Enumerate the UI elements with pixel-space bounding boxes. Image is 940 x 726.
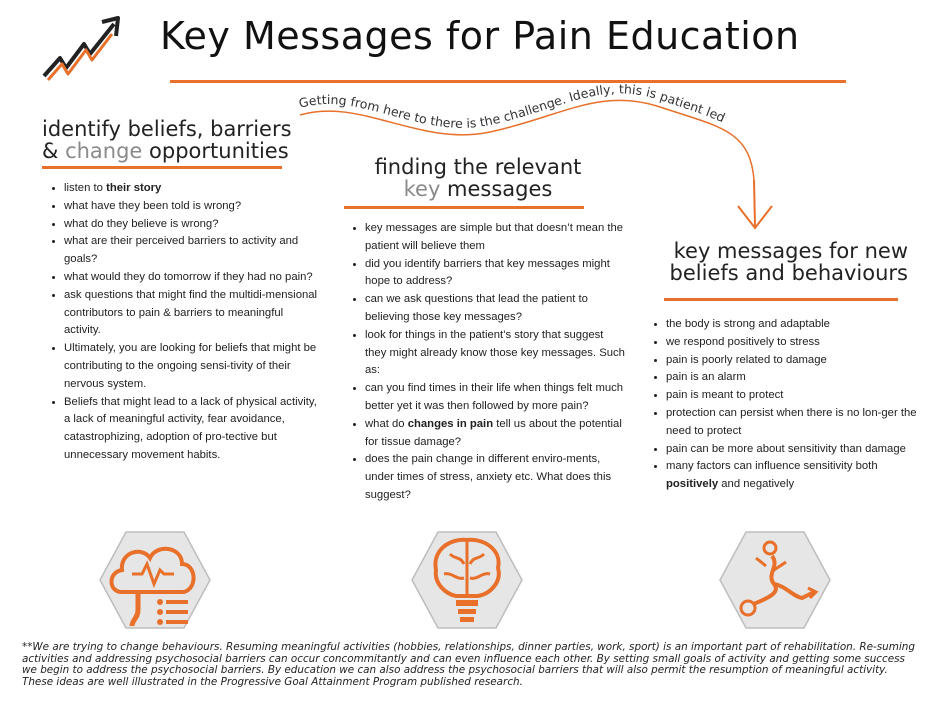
- list-item: • ask questions that might find the multidi-mensional contributors to pain & barriers to meaningful activity.: [64, 287, 322, 340]
- col1-list: [42, 180, 322, 465]
- list-item: • what do changes in pain tell us about the potential for tissue damage?: [365, 416, 627, 452]
- list-item: • pain can be more about sensitivity than damage: [666, 441, 922, 459]
- col2-underline: [344, 206, 584, 209]
- page-title: Key Messages for Pain Education: [160, 14, 800, 58]
- list-item: • did you identify barriers that key messages might hope to address?: [365, 256, 627, 292]
- list-item: • protection can persist when there is no lon-ger the need to protect: [666, 405, 922, 441]
- list-item: • listen to their story: [64, 180, 322, 198]
- brain-lightbulb-icon: [410, 530, 524, 630]
- footnote: **We are trying to change behaviours. Resuming meaningful activities (hobbies, relationships, dinner parties, work, sport) is an important part of rehabilitation. Re-suming activities and addressing psychosocial barriers can occur concommitantly and can even influence each other. By setting small goals of activity and getting some success we begin to address the psychosocial barriers. By education we can also address the psychosocial barriers that will also permit the resumption of meaningful activity. These ideas are well illustrated in the Progressive Goal Attainment Program published research.: [22, 641, 915, 688]
- list-item: • key messages are simple but that doesn’t mean the patient will believe them: [365, 220, 627, 256]
- col1-heading: identify beliefs, barriers & change opportunities: [42, 117, 292, 164]
- list-item: • pain is meant to protect: [666, 387, 922, 405]
- banner-text: Getting from here to there is the challenge. Ideally, this is patient led: [297, 81, 728, 131]
- list-item: • Beliefs that might lead to a lack of physical activity, a lack of meaningful activity, fear avoidance, catastrophizing, adoption of pro-tective but unnecessary movement habits.: [64, 394, 322, 465]
- thought-cloud-icon: [98, 530, 212, 630]
- col3-underline: [664, 298, 898, 301]
- list-item: • the body is strong and adaptable: [666, 316, 922, 334]
- list-item: • pain is poorly related to damage: [666, 352, 922, 370]
- list-item: • what have they been told is wrong?: [64, 198, 322, 216]
- list-item: • can we ask questions that lead the patient to believing those key messages?: [365, 291, 627, 327]
- col2-heading: finding the relevant key messages: [374, 155, 582, 202]
- col1-underline: [42, 166, 282, 169]
- list-item: • pain is an alarm: [666, 369, 922, 387]
- down-arrow-icon: [738, 180, 772, 228]
- col3-list: [644, 316, 922, 494]
- list-item: • what do they believe is wrong?: [64, 216, 322, 234]
- list-item: • we respond positively to stress: [666, 334, 922, 352]
- key-word: key: [403, 177, 441, 202]
- list-item: • can you find times in their life when things felt much better yet it was then followed by more pain?: [365, 380, 627, 416]
- list-item: • look for things in the patient’s story that suggest they might already know those key messages. Such as:: [365, 327, 627, 380]
- climbing-figure-icon: [718, 530, 832, 630]
- list-item: • what would they do tomorrow if they had no pain?: [64, 269, 322, 287]
- col3-heading: key messages for new beliefs and behaviours: [669, 239, 908, 286]
- list-item: • many factors can influence sensitivity both positively and negatively: [666, 458, 922, 494]
- col2-list: [343, 220, 627, 505]
- change-word: change: [65, 139, 143, 164]
- list-item: • what are their perceived barriers to activity and goals?: [64, 233, 322, 269]
- list-item: • does the pain change in different enviro-ments, under times of stress, anxiety etc. What does this suggest?: [365, 451, 627, 504]
- list-item: • Ultimately, you are looking for beliefs that might be contributing to the ongoing sensi-tivity of their nervous system.: [64, 340, 322, 393]
